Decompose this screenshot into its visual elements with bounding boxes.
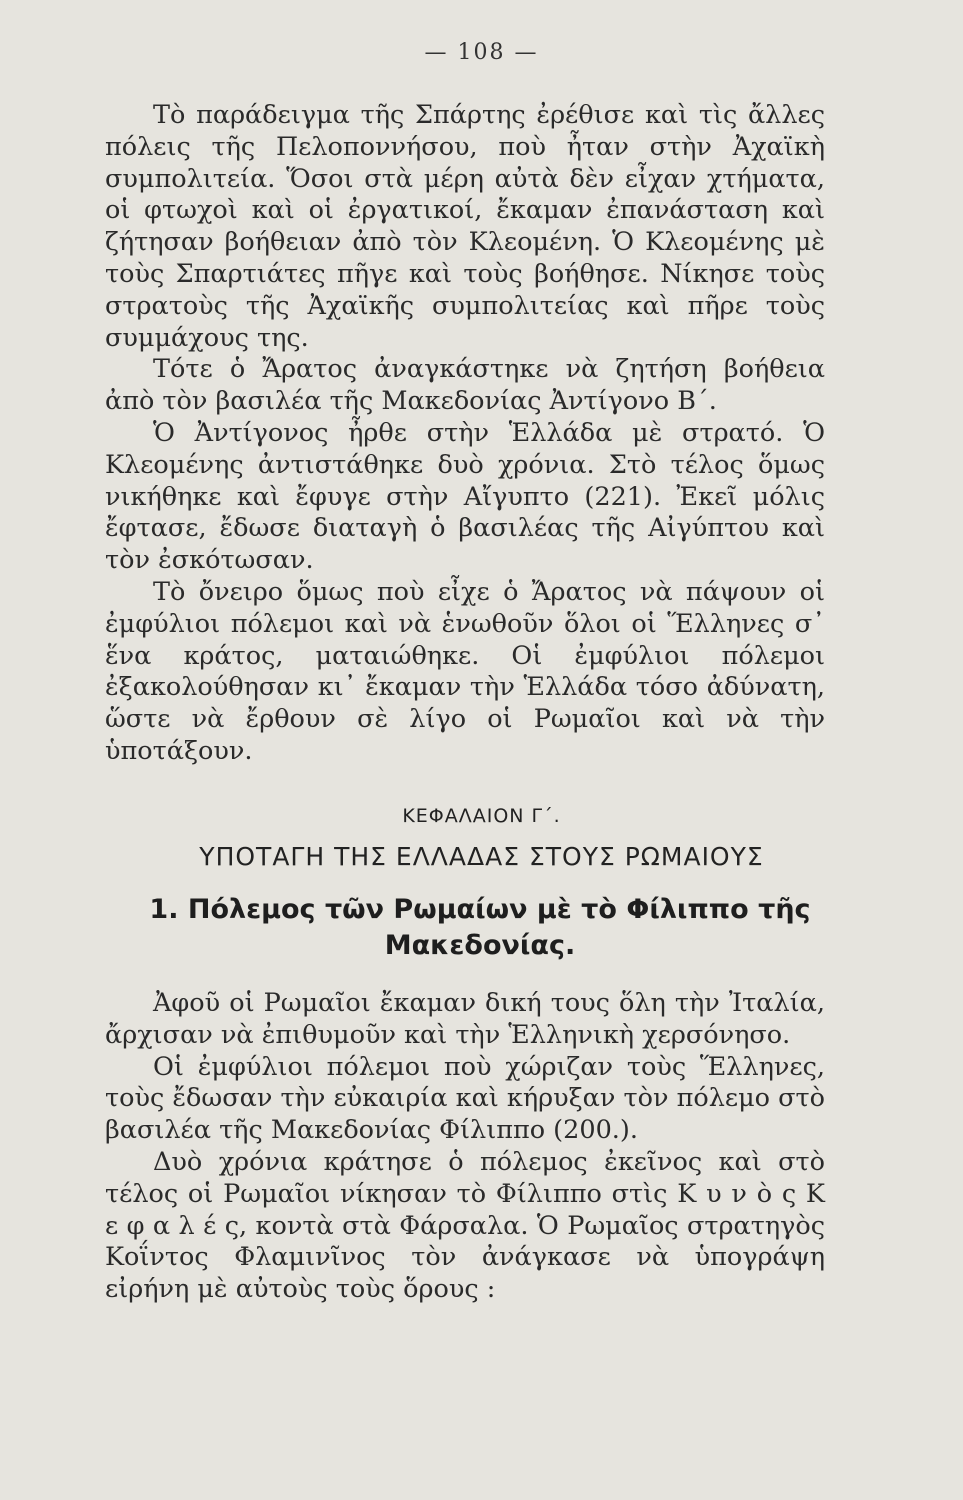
paragraph: Τὸ ὄνειρο ὅμως ποὺ εἶχε ὁ Ἄρατος νὰ πάψουν οἱ ἐμφύλιοι πόλεμοι καὶ νὰ ἑνωθοῦν ὅλοι οἱ Ἕλληνες σ᾽ ἕνα κράτος, ματαιώθηκε. Οἱ ἐμφύλιοι πόλεμοι ἐξακολούθησαν κι᾽ ἔκαμαν τὴν Ἑλλάδα τόσο ἀδύνατη, ὥστε νὰ ἔρθουν σὲ λίγο οἱ Ρωμαῖοι καὶ νὰ τὴν ὑποτάξουν.	[105, 576, 825, 766]
paragraph: Τότε ὁ Ἄρατος ἀναγκάστηκε νὰ ζητήση βοήθεια ἀπὸ τὸν βασιλέα τῆς Μακεδονίας Ἀντίγονο Β΄.	[105, 354, 825, 417]
paragraph: Οἱ ἐμφύλιοι πόλεμοι ποὺ χώριζαν τοὺς Ἕλληνες, τοὺς ἔδωσαν τὴν εὐκαιρία καὶ κήρυξαν τὸν πόλεμο στὸ βασιλέα τῆς Μακεδονίας Φίλιππο (200.).	[105, 1051, 825, 1146]
page-number: — 108 —	[424, 40, 539, 65]
section-title: 1. Πόλεμος τῶν Ρωμαίων μὲ τὸ Φίλιππο τῆς Μακεδονίας.	[149, 894, 811, 961]
paragraph: Ἀφοῦ οἱ Ρωμαῖοι ἔκαμαν δική τους ὅλη τὴν Ἰταλία, ἄρχισαν νὰ ἐπιθυμοῦν καὶ τὴν Ἑλληνικὴ χερσόνησο.	[105, 988, 825, 1050]
chapter-label: ΚΕΦΑΛΑΙΟΝ Γ΄.	[402, 805, 561, 827]
paragraph: Τὸ παράδειγμα τῆς Σπάρτης ἐρέθισε καὶ τὶς ἄλλες πόλεις τῆς Πελοποννήσου, ποὺ ἦταν στὴν Ἀχαϊκὴ συμπολιτεία. Ὅσοι στὰ μέρη αὐτὰ δὲν εἶχαν χτήματα, οἱ φτωχοὶ καὶ οἱ ἐργατικοί, ἔκαμαν ἐπανάσταση καὶ ζήτησαν βοήθειαν ἀπὸ τὸν Κλεομένη. Ὁ Κλεομένης μὲ τοὺς Σπαρτιάτες πῆγε καὶ τοὺς βοήθησε. Νίκησε τοὺς στρατοὺς τῆς Ἀχαϊκῆς συμπολιτείας καὶ πῆρε τοὺς συμμάχους της.	[105, 100, 825, 353]
paragraph: Δυὸ χρόνια κράτησε ὁ πόλεμος ἐκεῖνος καὶ στὸ τέλος οἱ Ρωμαῖοι νίκησαν τὸ Φίλιππο στὶς Κ υ ν ὸ ς Κ ε φ α λ έ ς, κοντὰ στὰ Φάρσαλα. Ὁ Ρωμαῖος στρατηγὸς Κοΐντος Φλαμινῖνος τὸν ἀνάγκασε νὰ ὑπογράψη εἰρήνη μὲ αὐτοὺς τοὺς ὅρους :	[105, 1146, 825, 1305]
text-block-top	[105, 100, 825, 768]
chapter-title: ΥΠΟΤΑΓΗ ΤΗΣ ΕΛΛΑΔΑΣ ΣΤΟΥΣ ΡΩΜΑΙΟΥΣ	[199, 842, 764, 871]
paragraph: Ὁ Ἀντίγονος ἦρθε στὴν Ἑλλάδα μὲ στρατό. Ὁ Κλεομένης ἀντιστάθηκε δυὸ χρόνια. Στὸ τέλος ὅμως νικήθηκε καὶ ἔφυγε στὴν Αἴγυπτο (221). Ἐκεῖ μόλις ἔφτασε, ἔδωσε διαταγὴ ὁ βασιλέας τῆς Αἰγύπτου καὶ τὸν ἐσκότωσαν.	[105, 417, 825, 576]
text-block-bottom	[105, 988, 825, 1306]
